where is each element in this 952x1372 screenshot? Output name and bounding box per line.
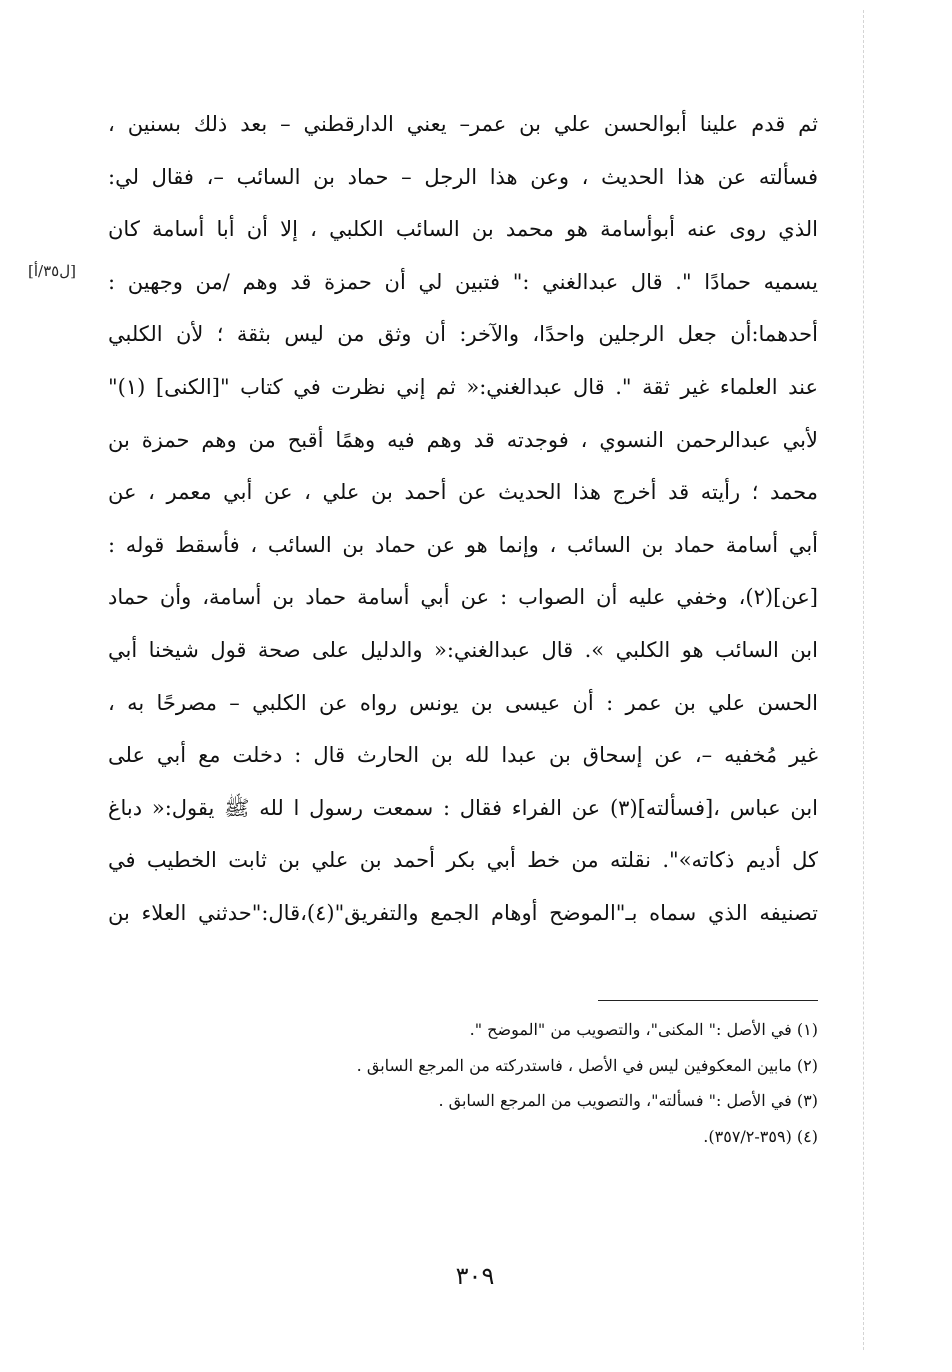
footnote: (٤) (٣٥٩-٣٥٧/٢). xyxy=(703,1126,818,1146)
manuscript-folio-note: [ل٣٥/أ] xyxy=(28,262,76,280)
text-line: فسألته عن هذا الحديث ، وعن هذا الرجل – حماد بن السائب –، فقال لي: xyxy=(108,164,818,189)
text-line: الذي روى عنه أبوأسامة هو محمد بن السائب الكلبي ، إلا أن أبا أسامة كان xyxy=(108,217,818,242)
text-line: محمد ؛ رأيته قد أخرج هذا الحديث عن أحمد بن علي ، عن أبي معمر ، عن xyxy=(108,480,818,505)
main-text xyxy=(108,98,818,940)
page-edge-rule xyxy=(863,10,864,1350)
footnote: (١) في الأصل :" المكنى"، والتصويب من "الموضح ". xyxy=(469,1020,818,1039)
text-line: ابن عباس ،[فسألته](٣) عن الفراء فقال : سمعت رسول ا لله ﷺ يقول:« دباغ xyxy=(108,795,818,820)
text-line: أحدهما:أن جعل الرجلين واحدًا، والآخر: أن وثق من ليس بثقة ؛ لأن الكلبي xyxy=(108,322,818,347)
text-line: عند العلماء غير ثقة ". قال عبدالغني:« ثم إني نظرت في كتاب "[الكنى] (١)" xyxy=(108,374,818,399)
text-line: ثم قدم علينا أبوالحسن علي بن عمر– يعني الدارقطني – بعد ذلك بسنين ، xyxy=(108,112,818,136)
text-line: ابن السائب هو الكلبي ». قال عبدالغني:« والدليل على صحة قول شيخنا أبي xyxy=(108,637,818,662)
page-number: ٣٠٩ xyxy=(455,1262,495,1290)
footnote-separator xyxy=(598,1000,818,1001)
text-line: تصنيفه الذي سماه بـ"الموضح أوهام الجمع والتفريق"(٤)،قال:"حدثني العلاء بن xyxy=(108,900,818,925)
footnote: (٣) في الأصل :" فسألته"، والتصويب من المرجع السابق . xyxy=(438,1091,818,1110)
footnotes xyxy=(250,1012,818,1154)
footnote: (٢) مابين المعكوفين ليس في الأصل ، فاستدركته من المرجع السابق . xyxy=(356,1055,818,1075)
text-line: غير مُخفيه –، عن إسحاق بن عبدا لله بن الحارث قال : دخلت مع أبي على xyxy=(108,743,818,768)
text-line: أبي أسامة حماد بن السائب ، وإنما هو عن حماد بن السائب ، فأسقط قوله : xyxy=(108,532,818,557)
text-line: لأبي عبدالرحمن النسوي ، فوجدته قد وهم فيه وهمًا أقبح من وهم حمزة بن xyxy=(108,427,818,452)
text-line: كل أديم ذكاته»". نقلته من خط أبي بكر أحمد بن علي بن ثابت الخطيب في xyxy=(108,848,818,873)
text-line: [عن](٢)، وخفي عليه أن الصواب : عن أبي أسامة حماد بن أسامة، وأن حماد xyxy=(108,585,818,610)
text-line: يسميه حمادًا ". قال عبدالغني :" فتبين لي أن حمزة قد وهم /من وجهين : xyxy=(108,269,818,294)
text-line: الحسن علي بن عمر : أن عيسى بن يونس رواه عن الكلبي – مصرحًا به ، xyxy=(108,690,818,715)
